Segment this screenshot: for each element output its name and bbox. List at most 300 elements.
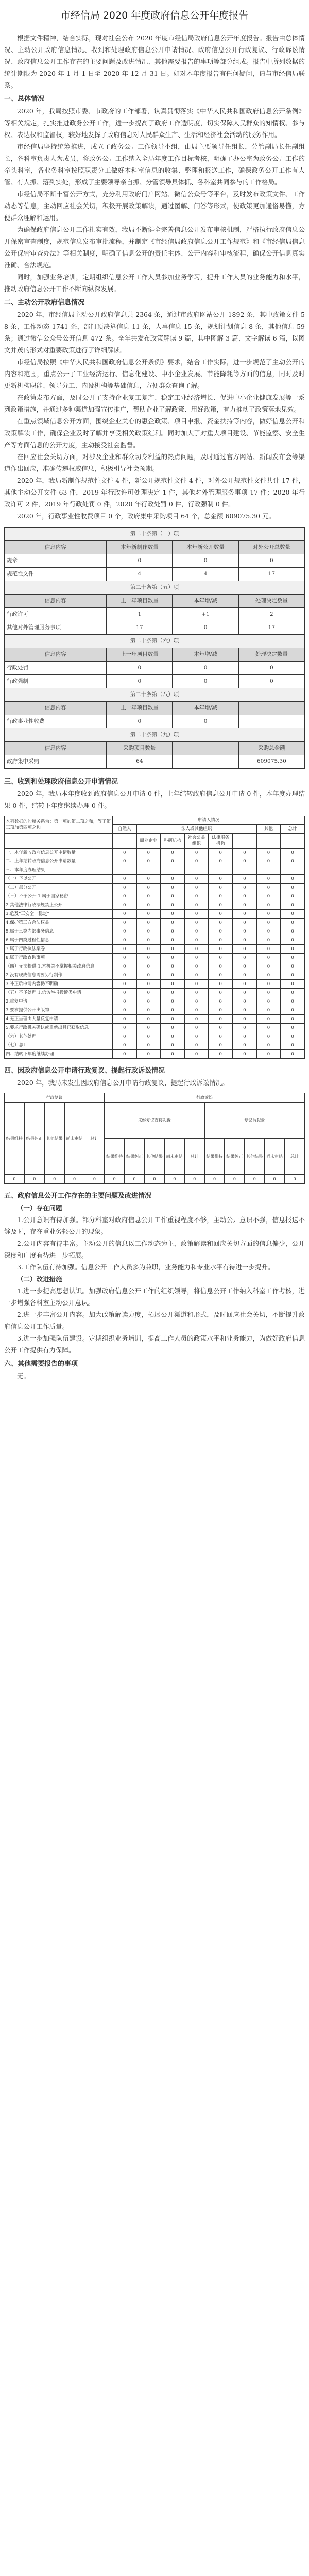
value-cell: 0: [233, 1050, 257, 1059]
applications-table-container: [4, 816, 305, 1059]
value-cell: 0: [233, 997, 257, 1006]
row-label-cell: 2.其他法律行政法规禁止公开: [5, 901, 113, 910]
value-cell: 0: [161, 989, 185, 997]
table-row: [5, 541, 305, 554]
row-label-cell: 信息内容: [5, 648, 107, 662]
review-table-container: [4, 1093, 305, 1184]
header-cell: 其他结果: [245, 1139, 265, 1175]
table-header-row: [5, 816, 305, 825]
value-cell: 0: [112, 1024, 136, 1032]
value-cell: 0: [256, 936, 281, 945]
value-cell: 0: [112, 980, 136, 989]
section-heading: 二、主动公开政府信息情况: [4, 299, 85, 307]
value-cell: 0: [184, 962, 209, 971]
table-row: [5, 702, 305, 715]
overview-paragraph: 市经信局不断丰富公开方式，充分利用政府门户网站、微信公众号等平台，及时发布政策文件、工作动态等信息，主动回应社会关切，积极开展政策解读，通过图解、问答等形式，使政策更加通俗易懂，方便群众理解和运用。: [4, 190, 305, 222]
value-cell: 0: [173, 621, 238, 635]
value-cell: 0: [184, 997, 209, 1006]
value-cell: 0: [233, 901, 257, 910]
value-cell: 1: [107, 608, 173, 621]
table-row: [5, 927, 305, 936]
value-cell: 0: [238, 662, 304, 675]
table-row: [5, 728, 305, 742]
header-cell: 结果纠正: [24, 1103, 44, 1175]
table-row: [5, 849, 305, 857]
value-cell: 0: [84, 1175, 105, 1184]
value-cell: 0: [256, 1006, 281, 1015]
value-cell: 0: [112, 910, 136, 919]
header-cell: 其他结果: [44, 1103, 64, 1175]
table-row: [5, 866, 305, 875]
value-cell: 对外公开总数量: [238, 541, 304, 554]
table-row: [5, 989, 305, 997]
value-cell: 0: [233, 971, 257, 980]
section-heading: 一、总体情况: [4, 95, 45, 103]
value-cell: 0: [281, 927, 305, 936]
value-cell: 0: [161, 1015, 185, 1024]
row-label-cell: 8.属于行政查询事项: [5, 954, 113, 962]
value-cell: 本年新制作数量: [107, 541, 173, 554]
row-label-cell: （三）不予公开 1.属于国家秘密: [5, 892, 113, 901]
section-heading: 六、其他需要报告的事项: [4, 1360, 78, 1368]
value-cell: 0: [125, 1175, 145, 1184]
value-cell: 处理决定数量: [238, 648, 304, 662]
row-label-cell: 一、本年新收政府信息公开申请数量: [5, 849, 113, 857]
value-cell: 0: [233, 1024, 257, 1032]
value-cell: 0: [281, 945, 305, 954]
value-cell: 0: [281, 857, 305, 866]
value-cell: 0: [173, 662, 238, 675]
value-cell: 0: [161, 919, 185, 927]
section-other: [4, 1358, 305, 1382]
value-cell: 0: [136, 1041, 161, 1050]
table-row: [5, 1050, 305, 1059]
value-cell: 0: [209, 980, 233, 989]
value-cell: 采购总金额: [238, 742, 304, 755]
value-cell: 0: [233, 945, 257, 954]
value-cell: 0: [238, 675, 304, 688]
proactive-paragraph: 2020 年，市经信局主动公开政府信息共 2364 条，通过市政府网站公开 1892 条，其中政策文件 58 条，工作动态 1741 条，部门预决算信息 11 条，人事信息 15 条，规划计划信息 8 条，其他信息 59 条；通过微信公众号公开信息 472 条。全年共发布政策解读 9 篇，其中图解 3 篇、文字解读 6 篇，以图文并茂的形式对重要政策进行了详细解读。: [4, 311, 305, 354]
value-cell: 0: [112, 1006, 136, 1015]
value-cell: 0: [256, 901, 281, 910]
value-cell: 0: [265, 1175, 285, 1184]
value-cell: 0: [209, 945, 233, 954]
header-cell: [281, 834, 305, 849]
value-cell: 0: [184, 1050, 209, 1059]
section-cell: 第二十条第（八）项: [5, 688, 305, 702]
value-cell: 0: [112, 901, 136, 910]
row-label-cell: 4.保护第三方合法权益: [5, 919, 113, 927]
table-row: [5, 997, 305, 1006]
row-label-cell: 政府集中采购: [5, 755, 107, 769]
value-cell: 0: [256, 945, 281, 954]
value-cell: 0: [256, 980, 281, 989]
table-row: [5, 621, 305, 635]
value-cell: 0: [184, 901, 209, 910]
applications-table: [4, 816, 305, 1059]
section-cell: 第二十条第（六）项: [5, 635, 305, 648]
value-cell: 0: [256, 962, 281, 971]
table-row: [5, 892, 305, 901]
value-cell: 0: [112, 1032, 136, 1041]
value-cell: 0: [233, 892, 257, 901]
value-cell: 0: [107, 662, 173, 675]
value-cell: 17: [238, 568, 304, 581]
value-cell: 0: [136, 1006, 161, 1015]
header-cell: 自然人: [112, 825, 136, 834]
row-label-cell: （二）部分公开: [5, 884, 113, 892]
value-cell: 0: [184, 919, 209, 927]
table-row: [5, 875, 305, 884]
value-cell: 0: [184, 1032, 209, 1041]
row-label-cell: 四、结转下年度继续办理: [5, 1050, 113, 1059]
value-cell: 0: [161, 927, 185, 936]
header-cell: 行政复议: [5, 1093, 105, 1103]
value-cell: 0: [238, 554, 304, 568]
value-cell: [173, 755, 238, 769]
value-cell: 0: [209, 1050, 233, 1059]
value-cell: 0: [209, 971, 233, 980]
value-cell: 本年增/减: [173, 702, 238, 715]
row-label-cell: （七）总计: [5, 1041, 113, 1050]
value-cell: 0: [184, 954, 209, 962]
header-cell: 复议后起诉: [204, 1103, 304, 1139]
table-row: [5, 662, 305, 675]
table-row: [5, 945, 305, 954]
value-cell: 处理决定数量: [238, 595, 304, 608]
value-cell: 0: [245, 1175, 265, 1184]
row-label-cell: （四）无法提供 1.本机关不掌握相关政府信息: [5, 962, 113, 971]
proactive-paragraph: 市经信局按照《中华人民共和国政府信息公开条例》要求，结合工作实际，进一步规范了主动公开的内容和范围，重点公开了工业经济运行、信息化建设、中小企业发展、节能降耗等方面的信息，同时及时更新机构职能、领导分工、内设机构等基础信息，方便群众查询了解。: [4, 358, 305, 389]
table-row: [5, 954, 305, 962]
value-cell: 2: [238, 608, 304, 621]
header-cell: 科研机构: [161, 834, 185, 849]
value-cell: 0: [112, 919, 136, 927]
value-cell: 0: [105, 1175, 125, 1184]
value-cell: 0: [256, 1032, 281, 1041]
table-row: [5, 910, 305, 919]
value-cell: 0: [233, 989, 257, 997]
value-cell: 0: [281, 989, 305, 997]
value-cell: 0: [136, 857, 161, 866]
overview-paragraph: 为确保政府信息公开工作扎实有效，我局不断健全完善信息公开发布审核机制，严格执行政府信息公开保密审查制度，规范信息发布审批流程，并制定《市经信局政府信息公开工作规范》和《市经信局信息公开保密审查办法》等相关制度，明确了信息公开的责任主体、公开内容和审核流程，确保公开信息真实准确、合法规范。: [4, 226, 305, 269]
review-paragraph: 2020 年，我局未发生因政府信息公开申请行政复议、提起行政诉讼情况。: [17, 1079, 229, 1087]
value-cell: 0: [209, 892, 233, 901]
value-cell: 0: [184, 1041, 209, 1050]
value-cell: 0: [281, 980, 305, 989]
value-cell: 0: [112, 857, 136, 866]
value-cell: 0: [233, 954, 257, 962]
value-cell: 0: [112, 989, 136, 997]
value-cell: 0: [136, 901, 161, 910]
header-cell: 法律服务机构: [209, 834, 233, 849]
value-cell: 0: [161, 1050, 185, 1059]
value-cell: 0: [209, 1015, 233, 1024]
value-cell: 0: [24, 1175, 44, 1184]
value-cell: 0: [136, 892, 161, 901]
value-cell: 0: [136, 927, 161, 936]
value-cell: 0: [184, 1175, 204, 1184]
header-cell: 申请人情况: [112, 816, 304, 825]
header-cell: 总计: [184, 1139, 204, 1175]
value-cell: [233, 866, 257, 875]
table-row: [5, 595, 305, 608]
value-cell: 0: [161, 1006, 185, 1015]
table-row: [5, 755, 305, 769]
value-cell: 0: [136, 989, 161, 997]
value-cell: 0: [209, 1032, 233, 1041]
table-row: [5, 1032, 305, 1041]
value-cell: [256, 866, 281, 875]
value-cell: 0: [281, 892, 305, 901]
proactive-paragraph: 在重点领域信息公开方面，围绕企业关心的惠企政策、项目申报、资金扶持等内容，做好信息公开和政策解读工作，确保企业及时了解并享受相关政策红利。同时加大了对重大项目建设、节能监察、安全生产等方面信息的公开力度，主动接受社会监督。: [4, 417, 305, 449]
value-cell: 0: [281, 971, 305, 980]
proactive-table-container: [4, 527, 305, 769]
value-cell: 0: [204, 1175, 225, 1184]
header-cell: 总计: [84, 1103, 105, 1175]
row-label-cell: 5.要求行政机关确认或重新出具已获取信息: [5, 1024, 113, 1032]
value-cell: 0: [136, 919, 161, 927]
value-cell: 0: [209, 884, 233, 892]
header-cell: [5, 834, 113, 849]
value-cell: 0: [184, 875, 209, 884]
table-row: [5, 980, 305, 989]
value-cell: 0: [233, 927, 257, 936]
value-cell: 0: [184, 1006, 209, 1015]
value-cell: 0: [161, 901, 185, 910]
value-cell: [112, 866, 136, 875]
table-row: [5, 742, 305, 755]
value-cell: [238, 702, 304, 715]
value-cell: 17: [107, 621, 173, 635]
value-cell: 0: [233, 910, 257, 919]
table-row: [5, 675, 305, 688]
value-cell: 0: [136, 884, 161, 892]
section-heading: 五、政府信息公开工作存在的主要问题及改进情况: [4, 1192, 152, 1200]
value-cell: 0: [5, 1175, 25, 1184]
proactive-paragraph: 2020 年，我局新制作规范性文件 4 件，新公开规范性文件 4 件，对外公开规范性文件共计 17 件，其他主动公开文件 63 件，2019 年行政许可处理决定 1 件，其他对外管理服务事项 17 件；2020 年行政许可 2 件，2019 年行政处罚 0 件，2020 年行政处罚 0 件，行政强制 0 件。: [4, 477, 305, 508]
value-cell: 0: [281, 1032, 305, 1041]
row-label-cell: 规章: [5, 554, 107, 568]
row-label-cell: （五）不予处理 1.信访举报投诉类申请: [5, 989, 113, 997]
value-cell: 0: [136, 936, 161, 945]
proactive-paragraph: 在回应社会关切方面，对涉及企业和群众切身利益的热点问题，及时通过官方网站、新闻发布会等渠道作出回应，准确传递权威信息，积极引导社会预期。: [4, 453, 305, 472]
header-cell: 总计: [285, 1139, 305, 1175]
header-cell: 尚未审结: [265, 1139, 285, 1175]
value-cell: 0: [184, 892, 209, 901]
table-row: [5, 1006, 305, 1015]
value-cell: 0: [281, 910, 305, 919]
table-row: [5, 568, 305, 581]
table-row: [5, 608, 305, 621]
value-cell: 0: [145, 1175, 165, 1184]
value-cell: 0: [281, 901, 305, 910]
value-cell: 0: [281, 1024, 305, 1032]
value-cell: 0: [184, 857, 209, 866]
row-label-cell: 规范性文件: [5, 568, 107, 581]
review-litigation-table: [4, 1093, 305, 1184]
section-applications: [4, 776, 305, 811]
table-row: [5, 936, 305, 945]
value-cell: 0: [233, 849, 257, 857]
value-cell: 0: [256, 997, 281, 1006]
header-cell: 商业企业: [136, 834, 161, 849]
value-cell: 0: [112, 884, 136, 892]
header-cell: 尚未审结: [164, 1139, 184, 1175]
row-label-cell: 4.无正当理由大量反复申请: [5, 1015, 113, 1024]
value-cell: 0: [209, 919, 233, 927]
value-cell: 609075.30: [238, 755, 304, 769]
intro-paragraph: 根据文件精神，结合实际，现对社会公布 2020 年度市经信局政府信息公开年度报告。报告由总体情况、主动公开政府信息情况、收到和处理政府信息公开申请情况、政府信息公开行政复议、行政诉讼情况、政府信息公开工作存在的主要问题及改进情况、其他需要报告的事项等部分组成。报告中所列数据的统计期限为 2020 年 1 月 1 日至 2020 年 12 月 31 日。如对本年度报告有任何疑问，请与市经信局联系。: [4, 34, 305, 89]
value-cell: 0: [184, 980, 209, 989]
section-problems: [4, 1190, 305, 1356]
value-cell: 上一年项目数量: [107, 648, 173, 662]
value-cell: 0: [112, 945, 136, 954]
value-cell: 0: [209, 927, 233, 936]
value-cell: 0: [209, 910, 233, 919]
row-label-cell: 信息内容: [5, 541, 107, 554]
header-cell: 结果纠正: [125, 1139, 145, 1175]
value-cell: 0: [161, 997, 185, 1006]
value-cell: 0: [184, 945, 209, 954]
value-cell: 0: [209, 875, 233, 884]
value-cell: 0: [256, 1041, 281, 1050]
measure-paragraph: 3.进一步加强队伍建设。定期组织业务培训，提高工作人员的政策水平和业务能力，为做好政府信息公开工作提供有力保障。: [4, 1334, 305, 1354]
other-paragraph: 无。: [17, 1372, 30, 1380]
value-cell: 0: [136, 997, 161, 1006]
value-cell: 0: [161, 892, 185, 901]
problem-paragraph: 1.公开意识有待加强。部分科室对政府信息公开工作重视程度不够，主动公开意识不强，信息报送不够及时，存在重业务轻公开的现象。: [4, 1216, 305, 1235]
value-cell: 0: [209, 857, 233, 866]
value-cell: 0: [281, 1006, 305, 1015]
header-cell: 社会公益组织: [184, 834, 209, 849]
problem-paragraph: 2.公开内容有待丰富。主动公开的信息以工作动态为主，政策解读和回应关切方面的信息偏少，公开深度和广度有待进一步拓展。: [4, 1240, 305, 1259]
value-cell: 0: [256, 875, 281, 884]
row-label-cell: 信息内容: [5, 702, 107, 715]
proactive-disclosure-table: [4, 527, 305, 769]
table-row: [5, 715, 305, 728]
value-cell: 0: [112, 1050, 136, 1059]
value-cell: 0: [256, 857, 281, 866]
value-cell: 0: [112, 849, 136, 857]
value-cell: 0: [281, 936, 305, 945]
header-cell: [256, 834, 281, 849]
proactive-paragraph: 在政策发布方面，及时公开了支持企业复工复产、稳定工业经济增长、促进中小企业健康发展等一系列政策措施，并通过多种渠道加强宣传推广，帮助企业了解政策、用好政策，有力推动了政策落地见效。: [4, 394, 305, 413]
value-cell: 0: [209, 849, 233, 857]
value-cell: 0: [184, 910, 209, 919]
row-label-cell: 3.补正后申请内容仍不明确: [5, 980, 113, 989]
value-cell: 0: [136, 945, 161, 954]
header-cell: 本列数据的勾稽关系为：第一项加第二项之和，等于第三项加第四项之和: [5, 816, 113, 834]
row-label-cell: 7.属于行政执法案卷: [5, 945, 113, 954]
value-cell: 0: [173, 675, 238, 688]
header-cell: 未经复议直接起诉: [105, 1103, 204, 1139]
value-cell: [161, 866, 185, 875]
value-cell: 采购项目数量: [107, 742, 173, 755]
value-cell: 0: [281, 1050, 305, 1059]
row-label-cell: 行政强制: [5, 675, 107, 688]
table-header-row: [5, 1093, 305, 1103]
subsection-heading: （二）改进措施: [17, 1275, 62, 1283]
value-cell: 0: [209, 989, 233, 997]
value-cell: 0: [233, 919, 257, 927]
value-cell: 0: [209, 1041, 233, 1050]
value-cell: [209, 866, 233, 875]
value-cell: 0: [281, 884, 305, 892]
header-cell: 尚未审结: [64, 1103, 84, 1175]
header-cell: 其他: [256, 825, 281, 834]
value-cell: 0: [161, 954, 185, 962]
value-cell: 上一年项目数量: [107, 595, 173, 608]
row-label-cell: 信息内容: [5, 595, 107, 608]
value-cell: 0: [112, 936, 136, 945]
value-cell: 0: [256, 1024, 281, 1032]
value-cell: [281, 866, 305, 875]
value-cell: [173, 742, 238, 755]
value-cell: 本年增/减: [173, 648, 238, 662]
value-cell: 0: [281, 919, 305, 927]
section-review-litigation: [4, 1065, 305, 1089]
value-cell: 0: [256, 1015, 281, 1024]
problem-paragraph: 3.工作队伍有待加强。信息公开工作人员多为兼职，业务能力和专业水平有待进一步提升。: [17, 1263, 274, 1271]
header-cell: 结果维持: [105, 1139, 125, 1175]
value-cell: 0: [136, 875, 161, 884]
value-cell: 0: [209, 1024, 233, 1032]
value-cell: 0: [112, 971, 136, 980]
value-cell: 4: [107, 568, 173, 581]
value-cell: 0: [184, 849, 209, 857]
measure-paragraph: 1.进一步提高思想认识。加强政府信息公开工作的组织领导，将信息公开工作纳入科室工作考核，进一步增强各科室主动公开意识。: [4, 1287, 305, 1307]
value-cell: 0: [233, 1032, 257, 1041]
value-cell: 0: [233, 980, 257, 989]
header-cell: [233, 834, 257, 849]
value-cell: 0: [184, 936, 209, 945]
measure-paragraph: 2.进一步丰富公开内容。加大政策解读力度，拓展公开渠道和形式，及时回应社会关切，不断提升政府信息公开工作质量。: [4, 1311, 305, 1330]
row-label-cell: 3.危及“三安全一稳定”: [5, 910, 113, 919]
value-cell: 0: [281, 1015, 305, 1024]
value-cell: 0: [136, 910, 161, 919]
value-cell: 0: [184, 971, 209, 980]
table-row: [5, 688, 305, 702]
value-cell: 0: [112, 997, 136, 1006]
value-cell: 0: [233, 1006, 257, 1015]
value-cell: 0: [233, 884, 257, 892]
value-cell: 0: [209, 936, 233, 945]
header-cell: 其他结果: [145, 1139, 165, 1175]
intro-section: [4, 32, 305, 91]
value-cell: 0: [281, 849, 305, 857]
value-cell: [136, 866, 161, 875]
value-cell: 0: [256, 927, 281, 936]
value-cell: 本年新公开数量: [173, 541, 238, 554]
value-cell: 0: [112, 927, 136, 936]
value-cell: 0: [256, 954, 281, 962]
table-row: [5, 648, 305, 662]
value-cell: 0: [136, 971, 161, 980]
value-cell: 0: [256, 919, 281, 927]
row-label-cell: 三、本年度办理结果: [5, 866, 113, 875]
overview-paragraph: 同时，加强业务培训，定期组织信息公开工作人员参加业务学习，提升工作人员的业务能力和水平，推动政府信息公开工作不断向纵深发展。: [4, 273, 305, 293]
value-cell: 0: [136, 1032, 161, 1041]
value-cell: 0: [256, 1050, 281, 1059]
table-header-row: [5, 1103, 305, 1139]
value-cell: 64: [107, 755, 173, 769]
value-cell: [184, 866, 209, 875]
table-row: [5, 857, 305, 866]
value-cell: 0: [173, 554, 238, 568]
section-heading: 三、收到和处理政府信息公开申请情况: [4, 778, 118, 786]
value-cell: 0: [256, 989, 281, 997]
